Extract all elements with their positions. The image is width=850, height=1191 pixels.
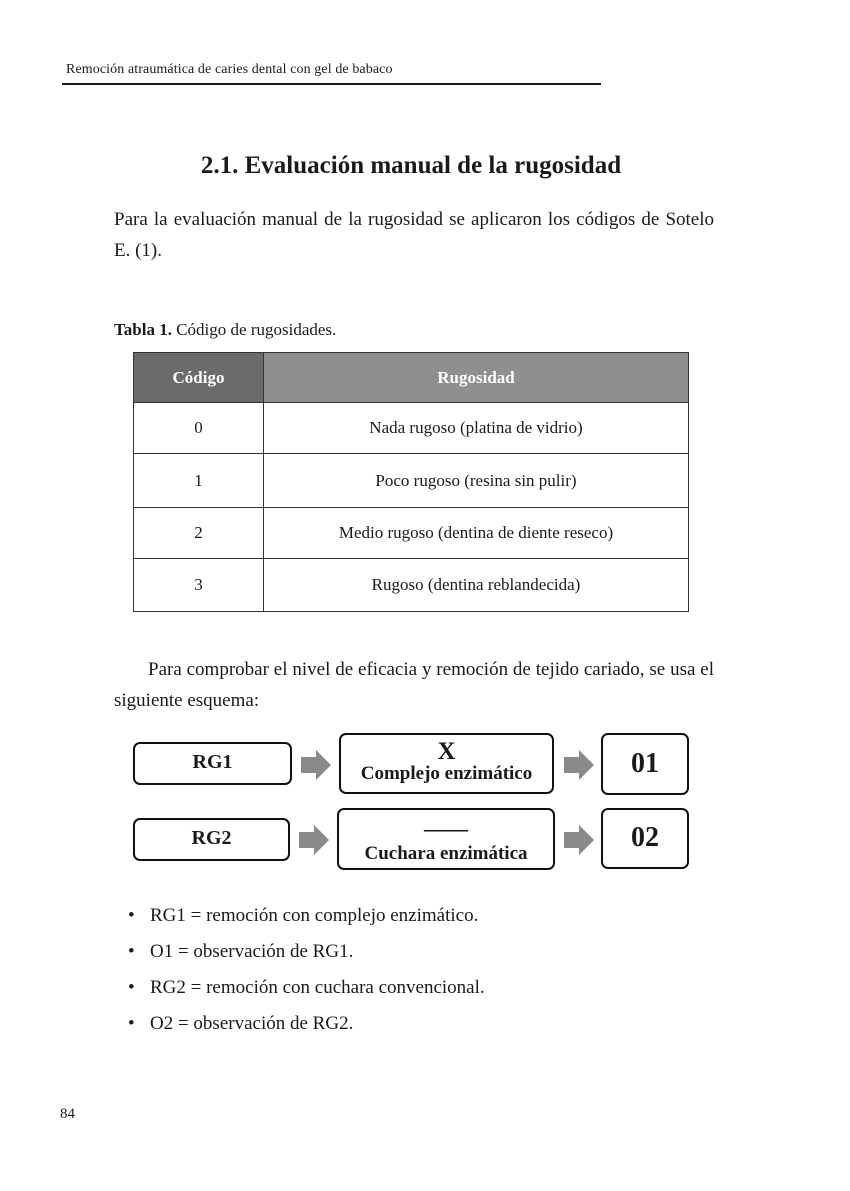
column-header-rugosidad: Rugosidad: [264, 353, 689, 403]
table-row: [134, 559, 689, 612]
group-box-rg1: RG1: [133, 742, 292, 785]
roughness-table: [133, 352, 689, 612]
treatment-symbol: ——: [424, 816, 468, 841]
roughness-cell: Medio rugoso (dentina de diente reseco): [264, 508, 689, 559]
list-item-text: O1 = observación de RG1.: [150, 941, 354, 962]
intro-paragraph: Para la evaluación manual de la rugosidad se aplicaron los códigos de Sotelo E. (1).: [114, 209, 714, 261]
bullet-icon: •: [128, 1013, 135, 1034]
list-item: [128, 1008, 485, 1044]
table-caption-text: Código de rugosidades.: [171, 320, 337, 339]
list-item: [128, 900, 485, 936]
table-row: [134, 508, 689, 559]
group-box-rg2: RG2: [133, 818, 290, 861]
list-item: [128, 972, 485, 1008]
table-caption: [114, 320, 336, 340]
roughness-cell: Poco rugoso (resina sin pulir): [264, 454, 689, 508]
code-cell: 0: [134, 403, 264, 454]
treatment-label: Complejo enzimático: [360, 763, 533, 784]
page-number: 84: [60, 1106, 75, 1122]
code-cell: 1: [134, 454, 264, 508]
roughness-cell: Nada rugoso (platina de vidrio): [264, 403, 689, 454]
arrow-right-icon: [564, 750, 594, 780]
notes-list: [128, 900, 485, 1044]
table-caption-label: Tabla 1.: [114, 320, 172, 339]
list-item: [128, 936, 485, 972]
treatment-box-rg2: [337, 808, 555, 870]
roughness-cell: Rugoso (dentina reblandecida): [264, 559, 689, 612]
arrow-right-icon: [299, 825, 329, 855]
column-header-codigo: Código: [134, 353, 264, 403]
observation-box-02: 02: [601, 808, 689, 869]
code-cell: 2: [134, 508, 264, 559]
table-row: [134, 403, 689, 454]
list-item-text: RG1 = remoción con complejo enzimático.: [150, 905, 479, 926]
scheme-intro-paragraph: Para comprobar el nivel de eficacia y remoción de tejido cariado, se usa el siguiente esquema:: [114, 659, 714, 711]
bullet-icon: •: [128, 905, 135, 926]
list-item-text: O2 = observación de RG2.: [150, 1013, 354, 1034]
treatment-box-rg1: [339, 733, 554, 794]
bullet-icon: •: [128, 977, 135, 998]
arrow-right-icon: [564, 825, 594, 855]
running-header: Remoción atraumática de caries dental con gel de babaco: [66, 62, 393, 77]
treatment-symbol: X: [437, 738, 456, 765]
code-cell: 3: [134, 559, 264, 612]
list-item-text: RG2 = remoción con cuchara convencional.: [150, 977, 485, 998]
bullet-icon: •: [128, 941, 135, 962]
section-title: 2.1. Evaluación manual de la rugosidad: [200, 152, 622, 179]
header-rule: [62, 83, 601, 85]
arrow-right-icon: [301, 750, 331, 780]
observation-box-01: 01: [601, 733, 689, 795]
table-row: [134, 454, 689, 508]
treatment-label: Cuchara enzimática: [364, 843, 528, 864]
table-header-row: [134, 353, 689, 403]
